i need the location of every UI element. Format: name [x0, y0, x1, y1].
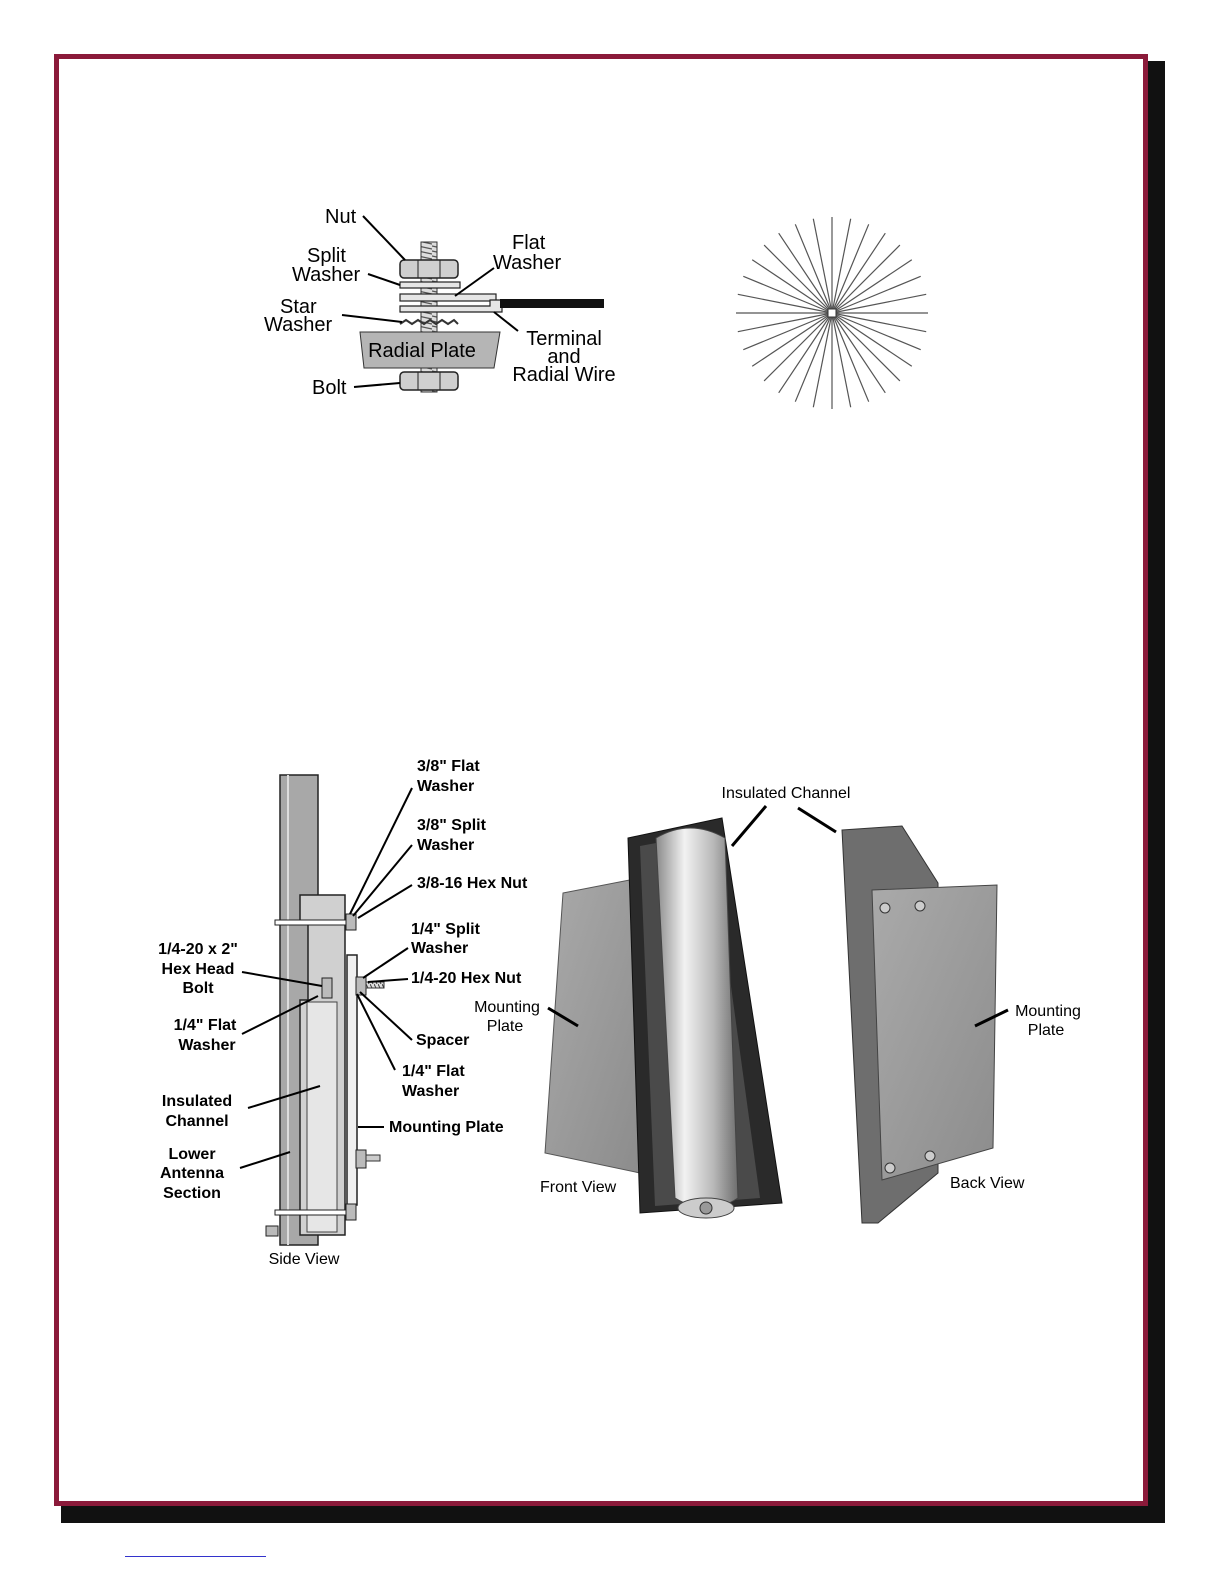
front-mounting-plate-shape — [545, 878, 640, 1173]
hex-bolt-label-2: Hex Head — [161, 961, 235, 978]
terminal-label-1: Terminal — [526, 328, 602, 350]
lower-antenna-label-3: Section — [163, 1185, 221, 1202]
footer-link-line — [125, 1556, 266, 1557]
front-back-view-diagram — [470, 778, 1090, 1238]
back-view-label: Back View — [950, 1175, 1025, 1192]
lower-antenna-label-1: Lower — [168, 1146, 216, 1163]
radial-pattern-diagram — [733, 214, 933, 414]
radial-wire-line — [832, 245, 900, 313]
flat-washer-label-2: Washer — [493, 252, 562, 274]
terminal-label-2: and — [547, 346, 581, 368]
split-washer-label-2: Washer — [292, 264, 361, 286]
split-washer-14-label-2: Washer — [411, 940, 469, 957]
split-washer-14-label-1: 1/4" Split — [411, 921, 480, 938]
lower-antenna-label-2: Antenna — [160, 1165, 224, 1182]
side-view-label: Side View — [268, 1251, 340, 1268]
flat-washer-14-right-label-2: Washer — [402, 1083, 460, 1100]
flat-washer-label-1: Flat — [512, 232, 546, 254]
mounting-plate-back-label-1: Mounting — [1015, 1003, 1081, 1020]
radial-hub — [828, 309, 836, 317]
split-washer-shape — [400, 282, 460, 288]
flat-washer-14-right-label-1: 1/4" Flat — [402, 1063, 465, 1080]
back-mounting-plate-shape — [872, 885, 997, 1180]
split-washer-38-label-2: Washer — [417, 837, 475, 854]
bolt-head-shape — [400, 372, 458, 390]
nut-shape — [400, 260, 458, 278]
hex-bolt-label-1: 1/4-20 x 2" — [158, 941, 238, 958]
hex-nut-14-label: 1/4-20 Hex Nut — [411, 970, 522, 987]
hex-nut-38-label: 3/8-16 Hex Nut — [417, 875, 528, 892]
radial-plate-label: Radial Plate — [368, 340, 476, 362]
star-washer-label-2: Washer — [264, 314, 333, 336]
mounting-plate-front-label-2: Plate — [486, 1018, 524, 1035]
flat-washer-38-label-1: 3/8" Flat — [417, 758, 480, 775]
mounting-plate-front-label-1: Mounting — [474, 999, 540, 1016]
spacer-label: Spacer — [416, 1032, 470, 1049]
insulated-channel-photo-label: Insulated Channel — [721, 785, 851, 802]
split-washer-label-1: Split — [307, 245, 346, 267]
radial-wire-line — [832, 313, 900, 381]
star-washer-label-1: Star — [280, 296, 317, 318]
nut-label: Nut — [325, 206, 357, 228]
radial-attachment-diagram — [250, 200, 640, 410]
insulated-channel-side-label-2: Channel — [165, 1113, 229, 1130]
flat-washer-shape — [400, 294, 496, 301]
hex-bolt-label-3: Bolt — [182, 980, 214, 997]
flat-washer-14-left-label-1: 1/4" Flat — [173, 1017, 237, 1034]
bolt-label: Bolt — [312, 377, 347, 399]
radial-wire-line — [764, 313, 832, 381]
flat-washer-14-left-label-2: Washer — [178, 1037, 236, 1054]
insulated-channel-side-label-1: Insulated — [161, 1093, 233, 1110]
terminal-shape — [400, 300, 502, 312]
mounting-plate-side-label: Mounting Plate — [389, 1119, 504, 1136]
mounting-plate-back-label-2: Plate — [1027, 1022, 1065, 1039]
radial-wire-shape — [500, 299, 604, 308]
split-washer-38-label-1: 3/8" Split — [417, 817, 486, 834]
terminal-label-3: Radial Wire — [512, 364, 616, 386]
radial-wire-line — [764, 245, 832, 313]
flat-washer-38-label-2: Washer — [417, 778, 475, 795]
front-view-label: Front View — [540, 1179, 617, 1196]
